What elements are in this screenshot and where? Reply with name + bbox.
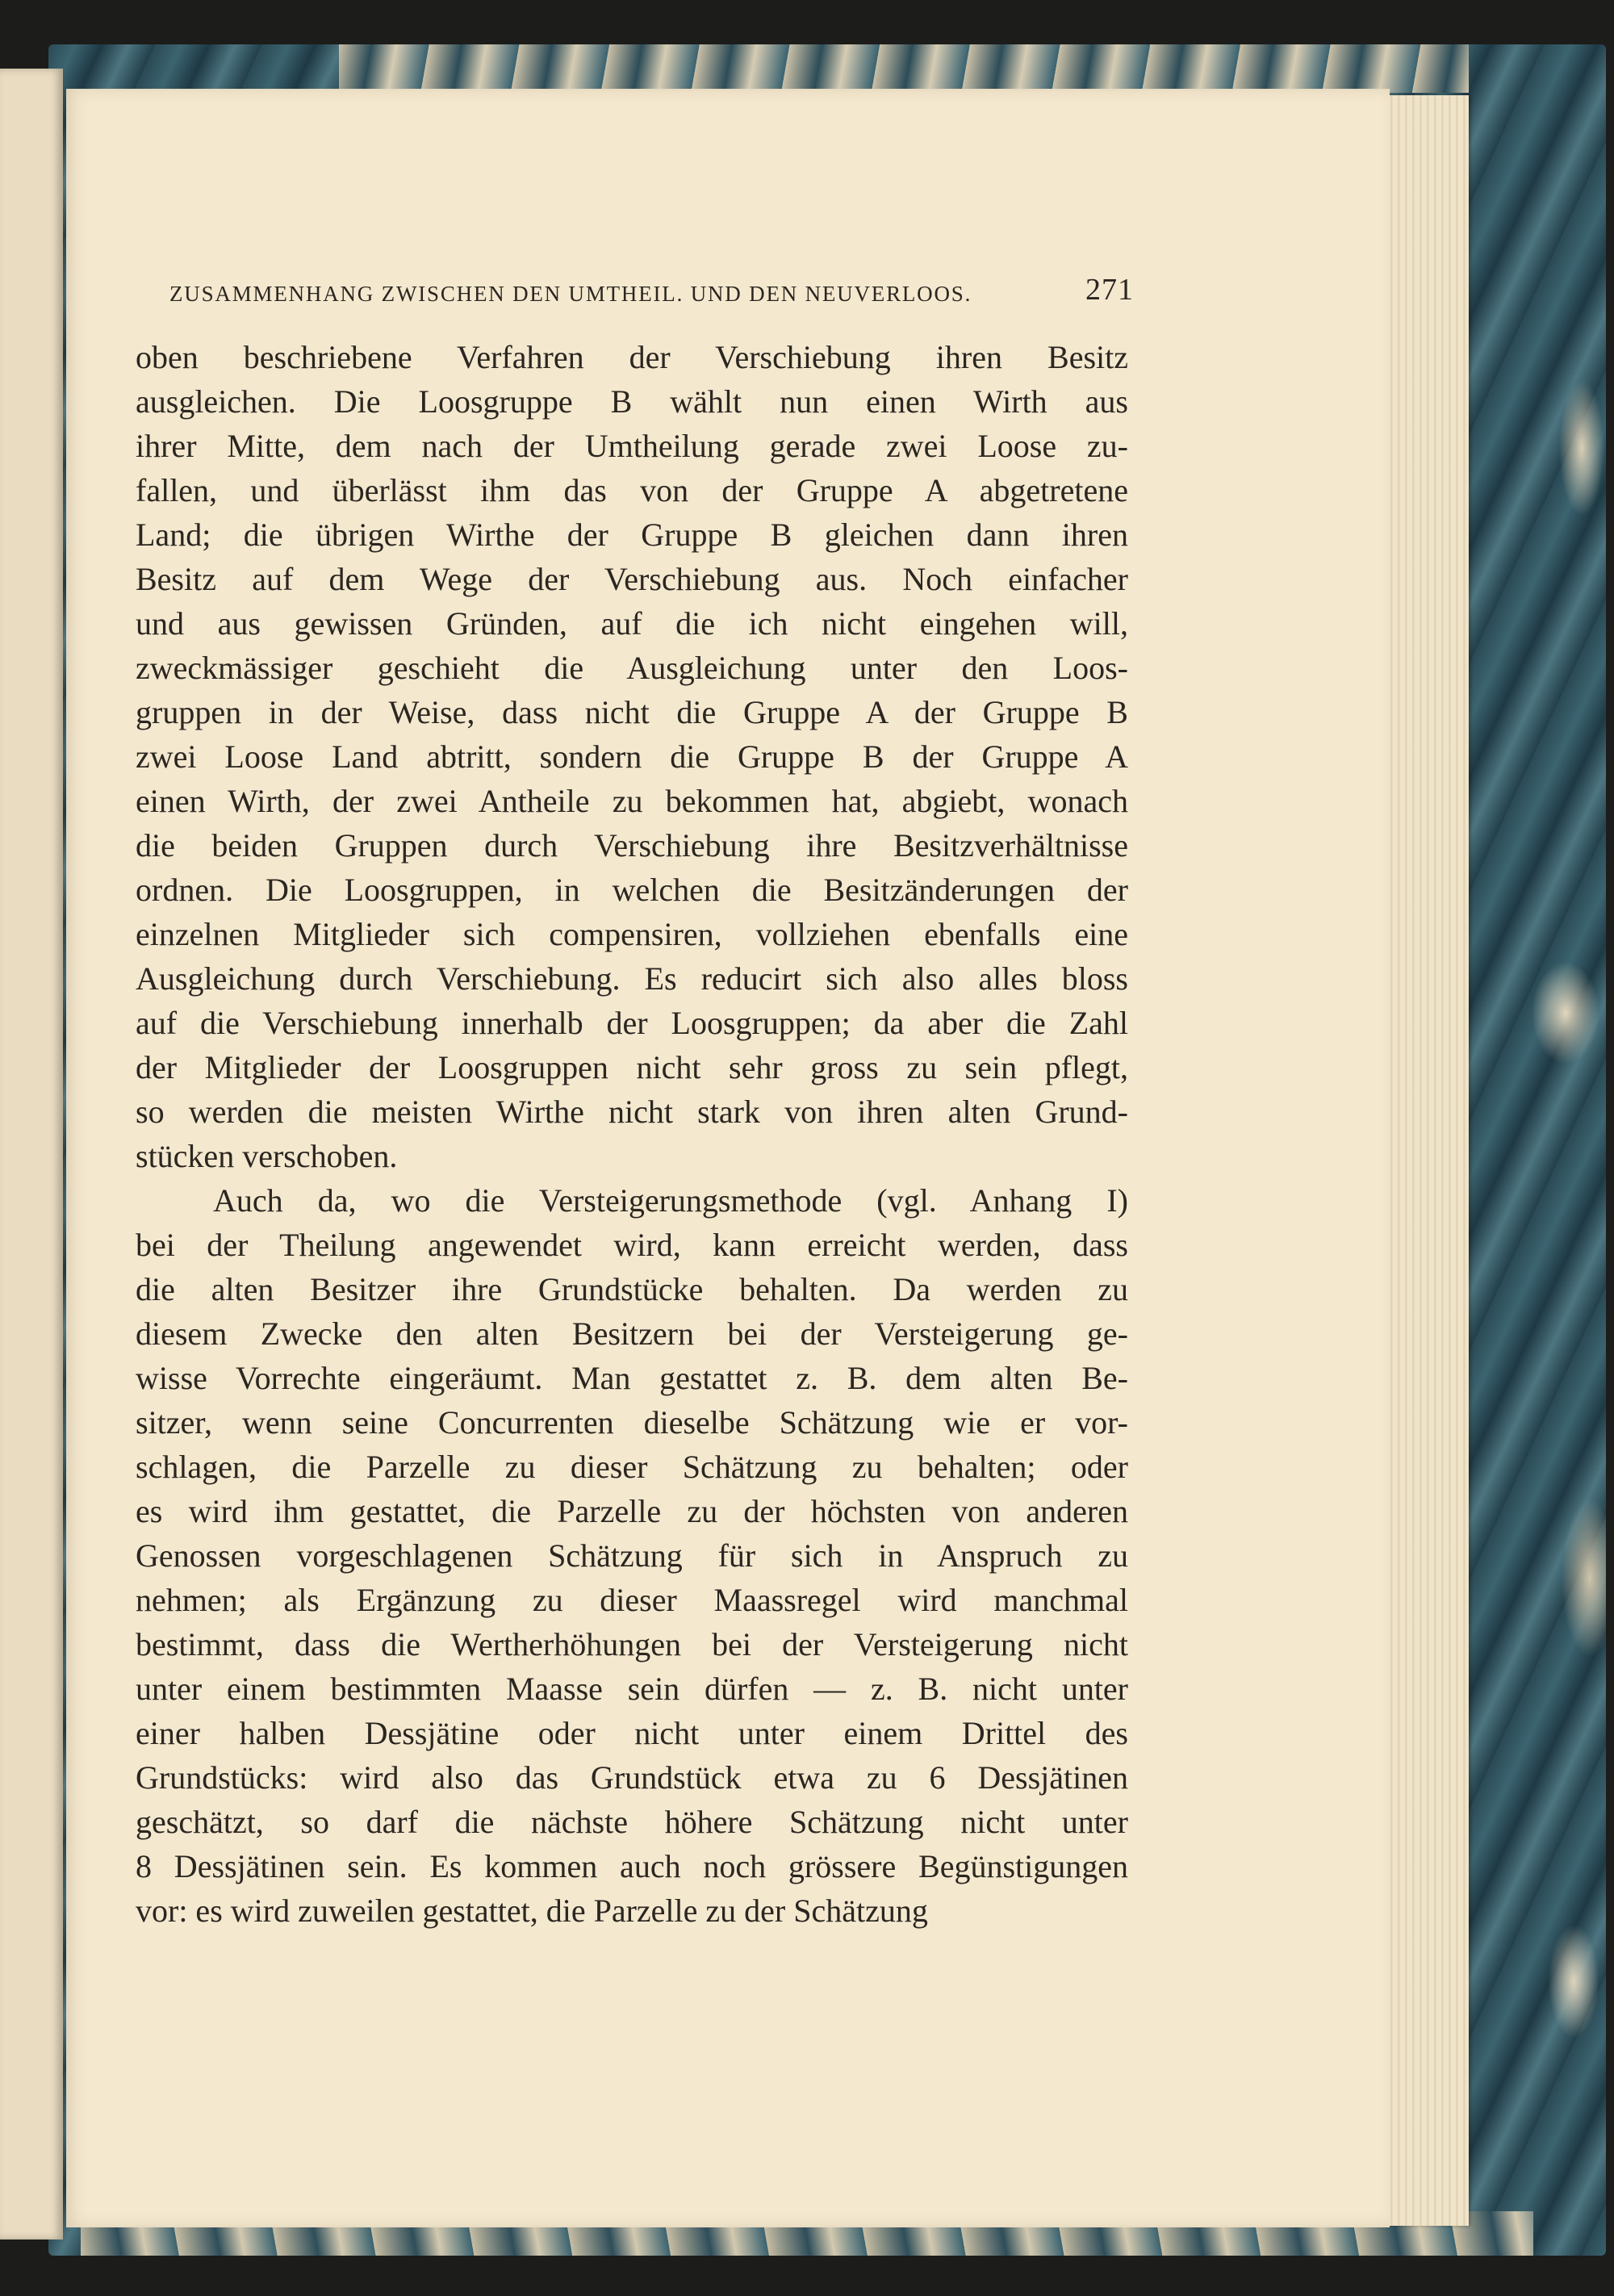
running-title: ZUSAMMENHANG ZWISCHEN DEN UMTHEIL. UND DEN NEUVERLOOS. (169, 282, 972, 306)
text-line: sitzer, wenn seine Concurrenten dieselbe Schätzung wie er vor- (136, 1404, 1128, 1441)
text-line: schlagen, die Parzelle zu dieser Schätzung zu behalten; oder (136, 1449, 1128, 1485)
text-line: zweckmässiger geschieht die Ausgleichung unter den Loos- (136, 650, 1128, 686)
text-line: es wird ihm gestattet, die Parzelle zu der höchsten von anderen (136, 1493, 1128, 1529)
text-line: fallen, und überlässt ihm das von der Gruppe A abgetretene (136, 472, 1128, 508)
text-line: Ausgleichung durch Verschiebung. Es reducirt sich also alles bloss (136, 960, 1128, 997)
text-line: gruppen in der Weise, dass nicht die Gruppe A der Gruppe B (136, 694, 1128, 730)
text-line: geschätzt, so darf die nächste höhere Schätzung nicht unter (136, 1804, 1128, 1840)
text-line: vor: es wird zuweilen gestattet, die Parzelle zu der Schätzung (136, 1892, 928, 1929)
body-text (136, 335, 1128, 1933)
text-line: ihrer Mitte, dem nach der Umtheilung gerade zwei Loose zu- (136, 428, 1128, 464)
cover-top-edge (339, 44, 1469, 93)
text-line: diesem Zwecke den alten Besitzern bei der Versteigerung ge- (136, 1315, 1128, 1352)
text-line: Genossen vorgeschlagenen Schätzung für sich in Anspruch zu (136, 1537, 1128, 1574)
page-number: 271 (1085, 273, 1134, 307)
text-line: zwei Loose Land abtritt, sondern die Gruppe B der Gruppe A (136, 738, 1128, 775)
text-line: ausgleichen. Die Loosgruppe B wählt nun einen Wirth aus (136, 383, 1128, 420)
text-line: die alten Besitzer ihre Grundstücke behalten. Da werden zu (136, 1271, 1128, 1307)
text-line: Auch da, wo die Versteigerungsmethode (vgl. Anhang I) (213, 1182, 1128, 1219)
text-line: die beiden Gruppen durch Verschiebung ihre Besitzverhältnisse (136, 827, 1128, 864)
previous-page-edge (0, 69, 63, 2240)
text-line: ordnen. Die Loosgruppen, in welchen die Besitzänderungen der (136, 872, 1128, 908)
text-line: Land; die übrigen Wirthe der Gruppe B gleichen dann ihren (136, 516, 1128, 553)
text-line: unter einem bestimmten Maasse sein dürfen — z. B. nicht unter (136, 1671, 1128, 1707)
text-line: 8 Dessjätinen sein. Es kommen auch noch grössere Begünstigungen (136, 1848, 1128, 1884)
text-line: wisse Vorrechte eingeräumt. Man gestattet z. B. dem alten Be- (136, 1360, 1128, 1396)
text-line: bei der Theilung angewendet wird, kann erreicht werden, dass (136, 1227, 1128, 1263)
text-line: einen Wirth, der zwei Antheile zu bekommen hat, abgiebt, wonach (136, 783, 1128, 819)
text-line: so werden die meisten Wirthe nicht stark von ihren alten Grund- (136, 1094, 1128, 1130)
text-line: einer halben Dessjätine oder nicht unter einem Drittel des (136, 1715, 1128, 1751)
text-line: einzelnen Mitglieder sich compensiren, vollziehen ebenfalls eine (136, 916, 1128, 952)
running-header (169, 270, 1134, 311)
text-line: Besitz auf dem Wege der Verschiebung aus. Noch einfacher (136, 561, 1128, 597)
text-line: der Mitglieder der Loosgruppen nicht sehr gross zu sein pflegt, (136, 1049, 1128, 1085)
text-line: nehmen; als Ergänzung zu dieser Maassregel wird manchmal (136, 1582, 1128, 1618)
text-line: Grundstücks: wird also das Grundstück etwa zu 6 Dessjätinen (136, 1759, 1128, 1796)
text-line: bestimmt, dass die Wertherhöhungen bei der Versteigerung nicht (136, 1626, 1128, 1662)
text-line: auf die Verschiebung innerhalb der Loosgruppen; da aber die Zahl (136, 1005, 1128, 1041)
text-line: oben beschriebene Verfahren der Verschiebung ihren Besitz (136, 339, 1128, 375)
text-line: stücken verschoben. (136, 1138, 398, 1174)
text-line: und aus gewissen Gründen, auf die ich nicht eingehen will, (136, 605, 1128, 642)
